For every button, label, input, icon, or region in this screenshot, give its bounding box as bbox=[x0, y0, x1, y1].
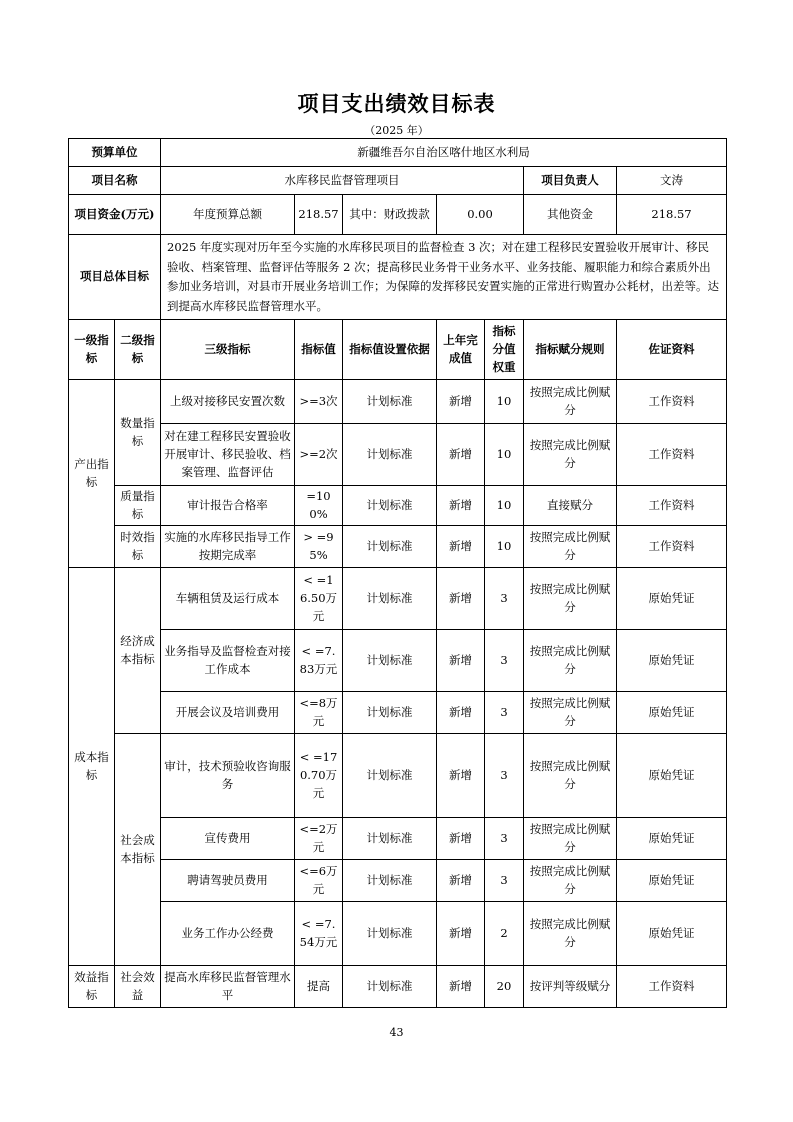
indicator-basis: 计划标准 bbox=[343, 734, 437, 818]
indicator-value: =100% bbox=[295, 486, 343, 526]
indicator-basis: 计划标准 bbox=[343, 630, 437, 692]
indicator-basis: 计划标准 bbox=[343, 526, 437, 568]
leader-value: 文涛 bbox=[617, 167, 727, 195]
indicator-name: 宣传费用 bbox=[161, 818, 295, 860]
indicator-proof: 原始凭证 bbox=[617, 818, 727, 860]
level2-social-benefit: 社会效益 bbox=[115, 966, 161, 1008]
indicator-value: < =170.70万元 bbox=[295, 734, 343, 818]
indicator-weight: 10 bbox=[485, 424, 524, 486]
table-row bbox=[69, 630, 727, 692]
unit-value: 新疆维吾尔自治区喀什地区水利局 bbox=[161, 139, 727, 167]
indicator-name: 审计，技术预验收咨询服务 bbox=[161, 734, 295, 818]
fiscal-label: 其中：财政拨款 bbox=[343, 195, 437, 235]
col-level2: 二级指标 bbox=[115, 320, 161, 380]
indicator-prev: 新增 bbox=[437, 734, 485, 818]
table-row bbox=[69, 486, 727, 526]
page-number: 43 bbox=[389, 1026, 404, 1039]
annual-budget-label: 年度预算总额 bbox=[161, 195, 295, 235]
indicator-prev: 新增 bbox=[437, 692, 485, 734]
fiscal-value: 0.00 bbox=[437, 195, 524, 235]
indicator-proof: 原始凭证 bbox=[617, 692, 727, 734]
indicator-rule: 按照完成比例赋分 bbox=[524, 860, 617, 902]
table-row bbox=[69, 526, 727, 568]
level2-quality: 质量指标 bbox=[115, 486, 161, 526]
indicator-prev: 新增 bbox=[437, 630, 485, 692]
performance-table bbox=[68, 138, 727, 1008]
level1-benefit: 效益指标 bbox=[69, 966, 115, 1008]
indicator-value: <=2万元 bbox=[295, 818, 343, 860]
indicator-prev: 新增 bbox=[437, 380, 485, 424]
indicator-rule: 按照完成比例赋分 bbox=[524, 902, 617, 966]
level2-quantity: 数量指标 bbox=[115, 380, 161, 486]
indicator-weight: 2 bbox=[485, 902, 524, 966]
table-row bbox=[69, 902, 727, 966]
indicator-rule: 按照完成比例赋分 bbox=[524, 692, 617, 734]
indicator-basis: 计划标准 bbox=[343, 902, 437, 966]
other-fund-value: 218.57 bbox=[617, 195, 727, 235]
table-row bbox=[69, 860, 727, 902]
indicator-name: 开展会议及培训费用 bbox=[161, 692, 295, 734]
indicator-name: 实施的水库移民指导工作按期完成率 bbox=[161, 526, 295, 568]
indicator-name: 业务指导及监督检查对接工作成本 bbox=[161, 630, 295, 692]
indicator-proof: 原始凭证 bbox=[617, 902, 727, 966]
indicator-basis: 计划标准 bbox=[343, 860, 437, 902]
indicator-name: 业务工作办公经费 bbox=[161, 902, 295, 966]
indicator-value: < =7.83万元 bbox=[295, 630, 343, 692]
col-basis: 指标值设置依据 bbox=[343, 320, 437, 380]
indicator-name: 聘请驾驶员费用 bbox=[161, 860, 295, 902]
level2-timeliness: 时效指标 bbox=[115, 526, 161, 568]
annual-budget-value: 218.57 bbox=[295, 195, 343, 235]
indicator-prev: 新增 bbox=[437, 902, 485, 966]
table-row bbox=[69, 568, 727, 630]
indicator-basis: 计划标准 bbox=[343, 966, 437, 1008]
fund-label: 项目资金(万元) bbox=[69, 195, 161, 235]
unit-label: 预算单位 bbox=[69, 139, 161, 167]
col-level1: 一级指标 bbox=[69, 320, 115, 380]
indicator-proof: 工作资料 bbox=[617, 526, 727, 568]
indicator-weight: 3 bbox=[485, 860, 524, 902]
indicator-name: 审计报告合格率 bbox=[161, 486, 295, 526]
table-row bbox=[69, 424, 727, 486]
indicator-basis: 计划标准 bbox=[343, 424, 437, 486]
level2-econ-cost: 经济成本指标 bbox=[115, 568, 161, 734]
indicator-rule: 按评判等级赋分 bbox=[524, 966, 617, 1008]
indicator-rule: 按照完成比例赋分 bbox=[524, 568, 617, 630]
table-row bbox=[69, 380, 727, 424]
indicator-proof: 工作资料 bbox=[617, 486, 727, 526]
indicator-basis: 计划标准 bbox=[343, 568, 437, 630]
level1-output: 产出指标 bbox=[69, 380, 115, 568]
indicator-name: 提高水库移民监督管理水平 bbox=[161, 966, 295, 1008]
indicator-prev: 新增 bbox=[437, 818, 485, 860]
indicator-prev: 新增 bbox=[437, 526, 485, 568]
table-row bbox=[69, 818, 727, 860]
goal-label: 项目总体目标 bbox=[69, 235, 161, 320]
indicator-prev: 新增 bbox=[437, 860, 485, 902]
indicator-weight: 10 bbox=[485, 486, 524, 526]
indicator-proof: 原始凭证 bbox=[617, 630, 727, 692]
col-prev: 上年完成值 bbox=[437, 320, 485, 380]
col-proof: 佐证资料 bbox=[617, 320, 727, 380]
level2-social-cost: 社会成本指标 bbox=[115, 734, 161, 966]
indicator-basis: 计划标准 bbox=[343, 692, 437, 734]
project-name-value: 水库移民监督管理项目 bbox=[161, 167, 524, 195]
indicator-weight: 3 bbox=[485, 630, 524, 692]
table-row bbox=[69, 692, 727, 734]
indicator-proof: 工作资料 bbox=[617, 424, 727, 486]
project-name-label: 项目名称 bbox=[69, 167, 161, 195]
indicator-name: 对在建工程移民安置验收开展审计、移民验收、档案管理、监督评估 bbox=[161, 424, 295, 486]
indicator-rule: 按照完成比例赋分 bbox=[524, 380, 617, 424]
indicator-weight: 10 bbox=[485, 526, 524, 568]
indicator-rule: 按照完成比例赋分 bbox=[524, 424, 617, 486]
table-row bbox=[69, 966, 727, 1008]
col-rule: 指标赋分规则 bbox=[524, 320, 617, 380]
indicator-basis: 计划标准 bbox=[343, 486, 437, 526]
indicator-prev: 新增 bbox=[437, 424, 485, 486]
indicator-value: >=2次 bbox=[295, 424, 343, 486]
indicator-prev: 新增 bbox=[437, 486, 485, 526]
indicator-name: 上级对接移民安置次数 bbox=[161, 380, 295, 424]
indicator-value: > =95% bbox=[295, 526, 343, 568]
indicator-rule: 按照完成比例赋分 bbox=[524, 818, 617, 860]
indicator-rule: 按照完成比例赋分 bbox=[524, 630, 617, 692]
indicator-weight: 3 bbox=[485, 818, 524, 860]
indicator-value: <=8万元 bbox=[295, 692, 343, 734]
indicator-weight: 3 bbox=[485, 568, 524, 630]
indicator-rule: 按照完成比例赋分 bbox=[524, 734, 617, 818]
indicator-proof: 原始凭证 bbox=[617, 860, 727, 902]
indicator-basis: 计划标准 bbox=[343, 818, 437, 860]
indicator-rule: 直接赋分 bbox=[524, 486, 617, 526]
indicator-value: < =7.54万元 bbox=[295, 902, 343, 966]
indicator-weight: 3 bbox=[485, 692, 524, 734]
indicator-prev: 新增 bbox=[437, 966, 485, 1008]
other-fund-label: 其他资金 bbox=[524, 195, 617, 235]
indicator-prev: 新增 bbox=[437, 568, 485, 630]
indicator-value: 提高 bbox=[295, 966, 343, 1008]
col-weight: 指标分值权重 bbox=[485, 320, 524, 380]
indicator-proof: 工作资料 bbox=[617, 380, 727, 424]
page-title: 项目支出绩效目标表 bbox=[297, 91, 496, 116]
indicator-value: >=3次 bbox=[295, 380, 343, 424]
col-value: 指标值 bbox=[295, 320, 343, 380]
indicator-weight: 3 bbox=[485, 734, 524, 818]
goal-text: 2025 年度实现对历年至今实施的水库移民项目的监督检查 3 次；对在建工程移民安置验收开展审计、移民验收、档案管理、监督评估等服务 2 次；提高移民业务骨干业务水平、业务技能、履职能力和综合素质外出参加业务培训，对县市开展业务培训工作；为保障的发挥移民安置实施的正常进行购置办公耗材，出差等。达到提高水库移民监督管理水平。 bbox=[161, 235, 727, 320]
indicator-proof: 工作资料 bbox=[617, 966, 727, 1008]
indicator-value: <=6万元 bbox=[295, 860, 343, 902]
indicator-proof: 原始凭证 bbox=[617, 568, 727, 630]
indicator-proof: 原始凭证 bbox=[617, 734, 727, 818]
year-label: （2025 年） bbox=[364, 124, 429, 137]
indicator-rule: 按照完成比例赋分 bbox=[524, 526, 617, 568]
indicator-weight: 10 bbox=[485, 380, 524, 424]
level1-cost: 成本指标 bbox=[69, 568, 115, 966]
indicator-name: 车辆租赁及运行成本 bbox=[161, 568, 295, 630]
indicator-value: < =16.50万元 bbox=[295, 568, 343, 630]
indicator-weight: 20 bbox=[485, 966, 524, 1008]
col-level3: 三级指标 bbox=[161, 320, 295, 380]
table-row bbox=[69, 734, 727, 818]
leader-label: 项目负责人 bbox=[524, 167, 617, 195]
indicator-basis: 计划标准 bbox=[343, 380, 437, 424]
